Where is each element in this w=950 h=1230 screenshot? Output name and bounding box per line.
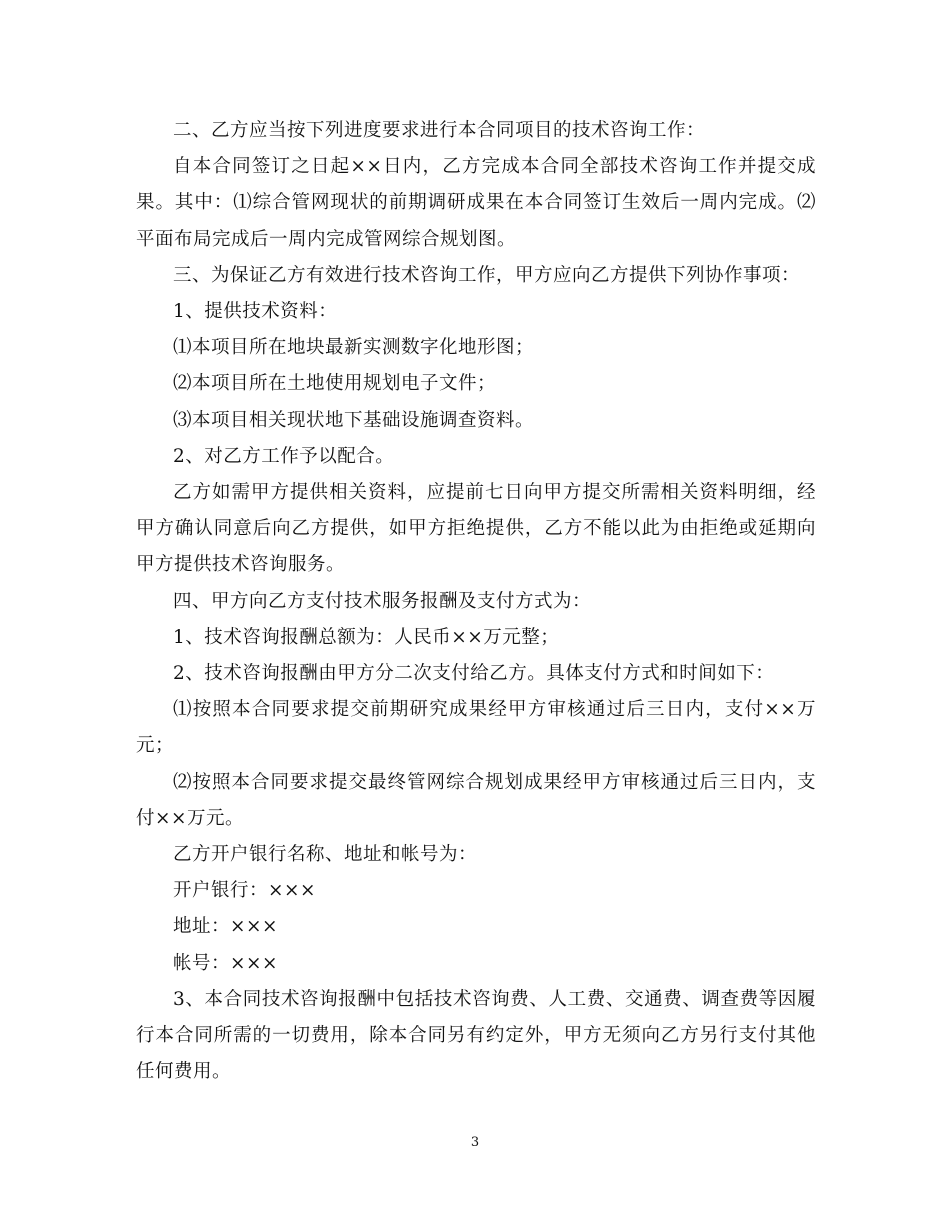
paragraph: 2、技术咨询报酬由甲方分二次支付给乙方。具体支付方式和时间如下： [173, 663, 775, 685]
paragraph: 开户银行：××× [173, 880, 317, 902]
paragraph: ⑴按照本合同要求提交前期研究成果经甲方审核通过后三日内，支付××万元； [136, 699, 816, 757]
paragraph: 二、乙方应当按下列进度要求进行本合同项目的技术咨询工作： [173, 120, 706, 141]
document-body [136, 113, 816, 1090]
paragraph: 帐号：××× [173, 952, 279, 974]
paragraph: 自本合同签订之日起××日内，乙方完成本合同全部技术咨询工作并提交成果。其中：⑴综合管网现状的前期调研成果在本合同签订生效后一周内完成。⑵平面布局完成后一周内完成管网综合规划图。 [136, 156, 816, 250]
paragraph: ⑵按照本合同要求提交最终管网综合规划成果经甲方审核通过后三日内，支付××万元。 [136, 771, 816, 829]
paragraph: 1、提供技术资料： [173, 301, 338, 323]
paragraph: 四、甲方向乙方支付技术服务报酬及支付方式为： [173, 590, 592, 612]
paragraph: 3、本合同技术咨询报酬中包括技术咨询费、人工费、交通费、调查费等因履行本合同所需的一切费用，除本合同另有约定外，甲方无须向乙方另行支付其他任何费用。 [136, 988, 816, 1083]
paragraph: 2、对乙方工作予以配合。 [173, 445, 395, 467]
paragraph: 乙方开户银行名称、地址和帐号为： [173, 844, 478, 866]
page-number: 3 [470, 1135, 480, 1150]
paragraph: 乙方如需甲方提供相关资料，应提前七日向甲方提交所需相关资料明细，经甲方确认同意后向乙方提供，如甲方拒绝提供，乙方不能以此为由拒绝或延期向甲方提供技术咨询服务。 [136, 482, 816, 576]
paragraph: ⑴本项目所在地块最新实测数字化地形图； [173, 337, 535, 359]
paragraph: ⑶本项目相关现状地下基础设施调查资料。 [173, 409, 535, 431]
paragraph: 地址：××× [173, 916, 279, 938]
paragraph: 三、为保证乙方有效进行技术咨询工作，甲方应向乙方提供下列协作事项： [173, 264, 801, 286]
paragraph: ⑵本项目所在土地使用规划电子文件； [173, 373, 497, 395]
paragraph: 1、技术咨询报酬总额为：人民币××万元整； [173, 626, 560, 648]
